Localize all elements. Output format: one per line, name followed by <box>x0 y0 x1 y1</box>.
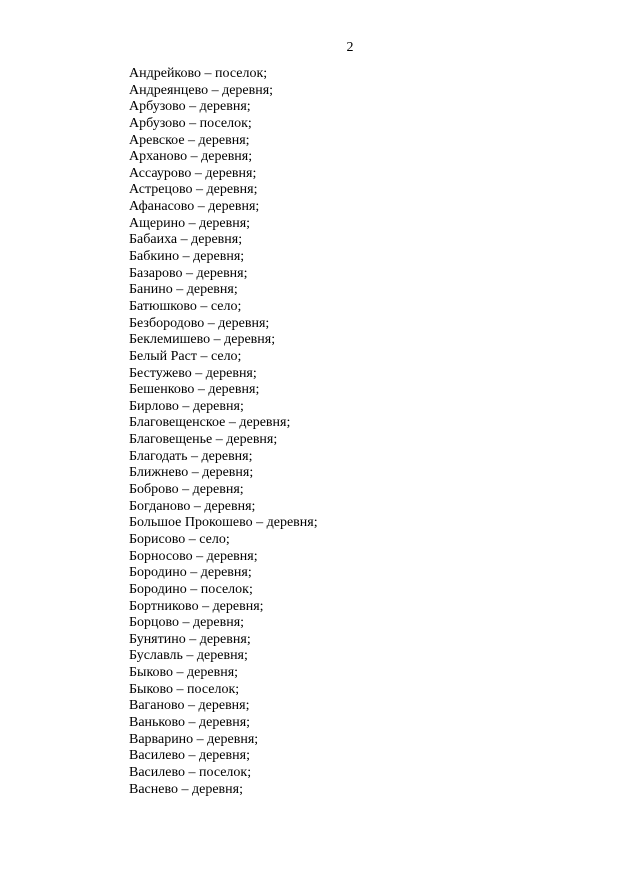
list-item: Варварино – деревня; <box>129 731 259 747</box>
list-item: Аревское – деревня; <box>129 132 250 148</box>
list-item: Благовещенское – деревня; <box>129 415 291 431</box>
list-item: Боброво – деревня; <box>129 482 244 498</box>
list-item: Борносово – деревня; <box>129 548 258 564</box>
list-item: Быково – деревня; <box>129 665 239 681</box>
list-item: Васнево – деревня; <box>129 781 243 797</box>
list-item: Бабкино – деревня; <box>129 249 245 265</box>
list-item: Бородино – поселок; <box>129 581 253 597</box>
list-item: Василево – поселок; <box>129 764 252 780</box>
list-item: Бортниково – деревня; <box>129 598 264 614</box>
list-item: Арханово – деревня; <box>129 149 253 165</box>
list-item: Бирлово – деревня; <box>129 398 244 414</box>
settlement-list <box>129 66 318 798</box>
list-item: Благовещенье – деревня; <box>129 432 278 448</box>
list-item: Быково – поселок; <box>129 681 240 697</box>
list-item: Арбузово – деревня; <box>129 99 251 115</box>
list-item: Банино – деревня; <box>129 282 238 298</box>
list-item: Афанасово – деревня; <box>129 199 260 215</box>
list-item: Бородино – деревня; <box>129 565 252 581</box>
list-item: Большое Прокошево – деревня; <box>129 515 318 531</box>
list-item: Ащерино – деревня; <box>129 215 251 231</box>
list-item: Астрецово – деревня; <box>129 182 258 198</box>
list-item: Ваганово – деревня; <box>129 698 250 714</box>
list-item: Борисово – село; <box>129 531 230 547</box>
list-item: Белый Раст – село; <box>129 348 242 364</box>
list-item: Богданово – деревня; <box>129 498 256 514</box>
list-item: Василево – деревня; <box>129 748 250 764</box>
list-item: Безбородово – деревня; <box>129 315 270 331</box>
list-item: Андреянцево – деревня; <box>129 82 274 98</box>
list-item: Бунятино – деревня; <box>129 631 251 647</box>
list-item: Борцово – деревня; <box>129 615 245 631</box>
list-item: Андрейково – поселок; <box>129 66 268 81</box>
list-item: Ближнево – деревня; <box>129 465 254 481</box>
list-item: Бестужево – деревня; <box>129 365 257 381</box>
list-item: Благодать – деревня; <box>129 448 253 464</box>
list-item: Арбузово – поселок; <box>129 115 252 131</box>
list-item: Базарово – деревня; <box>129 265 248 281</box>
list-item: Беклемишево – деревня; <box>129 332 276 348</box>
list-item: Бешенково – деревня; <box>129 382 260 398</box>
list-item: Ассаурово – деревня; <box>129 165 257 181</box>
list-item: Ваньково – деревня; <box>129 714 251 730</box>
list-item: Бабаиха – деревня; <box>129 232 243 248</box>
list-item: Батюшково – село; <box>129 298 242 314</box>
page-number: 2 <box>346 40 354 55</box>
list-item: Буславль – деревня; <box>129 648 248 664</box>
